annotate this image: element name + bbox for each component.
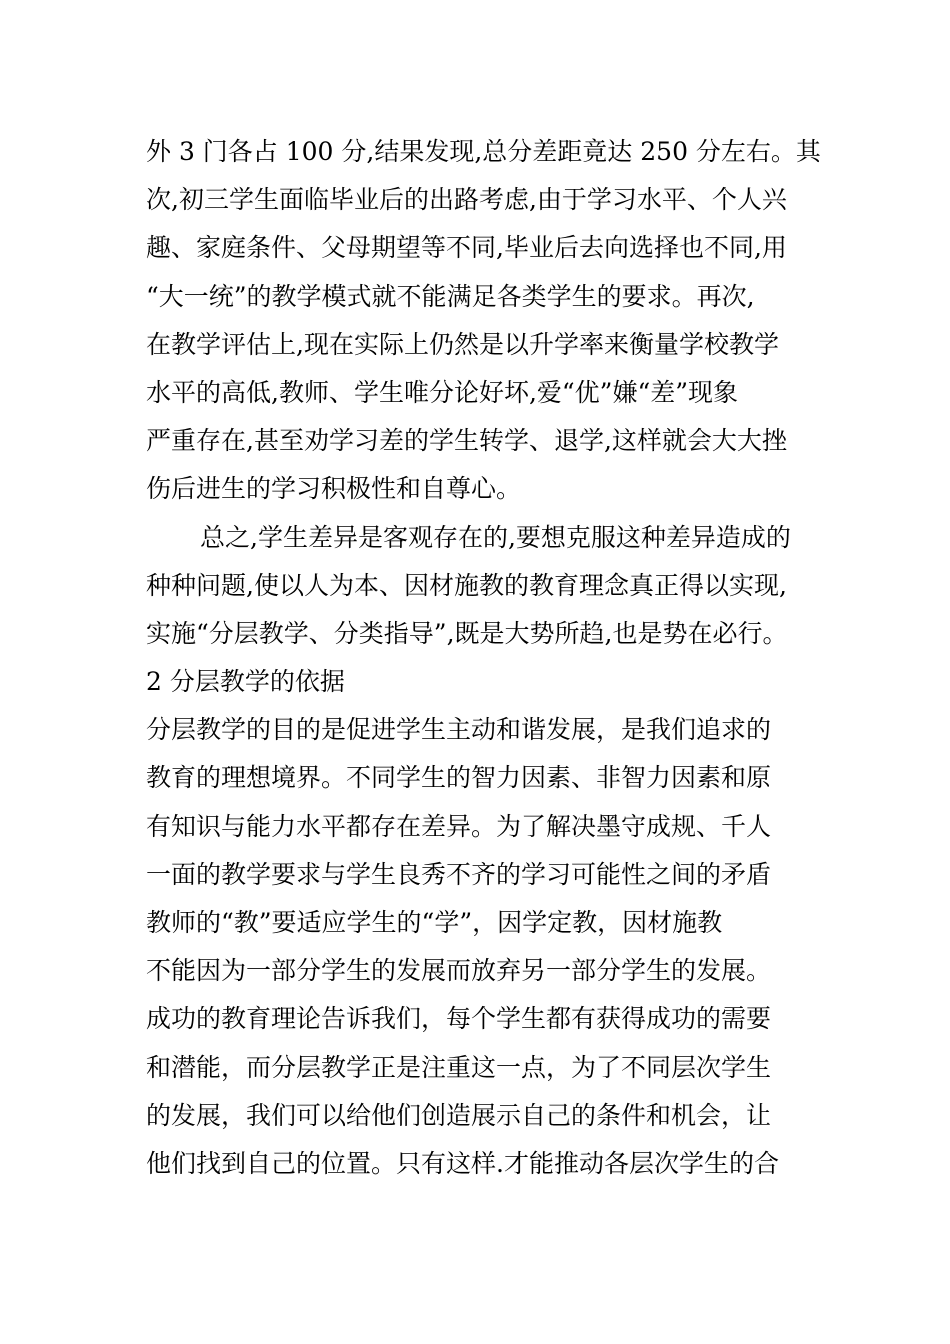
text-line: 他们找到自己的位置。只有这样.才能推动各层次学生的合 <box>146 1148 779 1178</box>
section-heading: 2 分层教学的依据 <box>146 667 345 697</box>
text-line: “大一统”的教学模式就不能满足各类学生的要求。再次, <box>146 281 755 311</box>
text-line: 不能因为一部分学生的发展而放弃另一部分学生的发展。 <box>146 956 772 986</box>
text-line: 一面的教学要求与学生良秀不齐的学习可能性之间的矛盾 <box>146 859 772 889</box>
paragraph-1 <box>146 128 821 514</box>
text-line: 次,初三学生面临毕业后的出路考虑,由于学习水平、个人兴 <box>146 185 787 215</box>
text-line: 种种问题,使以人为本、因材施教的教育理念真正得以实现, <box>146 570 787 600</box>
text-line: 有知识与能力水平都存在差异。为了解决墨守成规、千人 <box>146 811 772 841</box>
text-line: 外 3 门各占 100 分,结果发现,总分差距竟达 250 分左右。其 <box>146 137 821 166</box>
text-line: 总之,学生差异是客观存在的,要想克服这种差异造成的 <box>200 522 791 552</box>
document-body <box>146 128 821 1188</box>
paragraph-3 <box>146 706 810 1188</box>
text-line: 在教学评估上,现在实际上仍然是以升学率来衡量学校教学 <box>146 329 779 359</box>
text-line: 水平的高低,教师、学生唯分论好坏,爱“优”嫌“差”现象 <box>146 377 739 407</box>
text-line: 教师的“教”要适应学生的“学”，因学定教，因材施教 <box>146 908 723 937</box>
text-line: 和潜能，而分层教学正是注重这一点，为了不同层次学生 <box>146 1052 772 1082</box>
text-line: 实施“分层教学、分类指导”,既是大势所趋,也是势在必行。 <box>146 618 788 648</box>
text-line: 教育的理想境界。不同学生的智力因素、非智力因素和原 <box>146 763 772 793</box>
text-line: 分层教学的目的是促进学生主动和谐发展，是我们追求的 <box>146 715 772 745</box>
text-line: 成功的教育理论告诉我们，每个学生都有获得成功的需要 <box>146 1004 772 1034</box>
text-line: 的发展，我们可以给他们创造展示自己的条件和机会，让 <box>146 1100 772 1130</box>
text-line: 严重存在,甚至劝学习差的学生转学、退学,这样就会大大挫 <box>146 426 787 456</box>
paragraph-2 <box>146 514 810 659</box>
text-line: 伤后进生的学习积极性和自尊心。 <box>146 474 522 504</box>
text-line: 趣、家庭条件、父母期望等不同,毕业后去向选择也不同,用 <box>146 233 787 263</box>
